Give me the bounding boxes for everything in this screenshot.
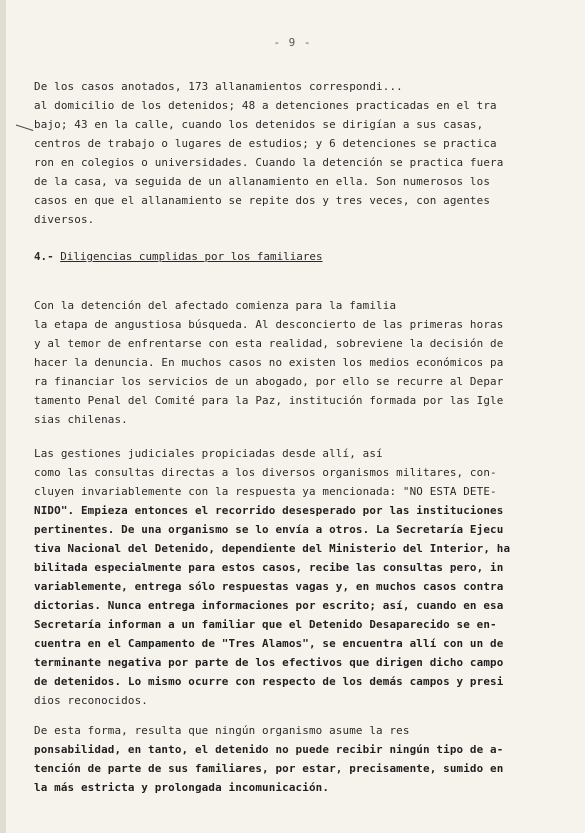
text-line: de la casa, va seguida de un allanamiento en ella. Son numerosos los xyxy=(34,175,491,188)
text-line: pertinentes. De una organismo se lo envía a otros. La Secretaría Ejecu xyxy=(34,523,504,536)
text-line: ponsabilidad, en tanto, el detenido no puede recibir ningún tipo de a- xyxy=(34,743,504,756)
text-line: variablemente, entrega sólo respuestas vagas y, en muchos casos contra xyxy=(34,580,504,593)
text-line: cluyen invariablemente con la respuesta ya mencionada: "NO ESTA DETE- xyxy=(34,485,497,498)
text-line: bajo; 43 en la calle, cuando los detenidos se dirigían a sus casas, xyxy=(34,118,484,131)
text-line: cuentra en el Campamento de "Tres Alamos", se encuentra allí con un de xyxy=(34,637,504,650)
text-line: Las gestiones judiciales propiciadas desde allí, así xyxy=(34,447,383,460)
page-number: - 9 - xyxy=(273,36,312,49)
section-title: Diligencias cumplidas por los familiares xyxy=(60,250,323,263)
text-line: De esta forma, resulta que ningún organismo asume la res xyxy=(34,724,410,737)
paragraph-allanamientos xyxy=(34,77,546,229)
margin-pen-mark xyxy=(13,124,34,140)
text-line: bilitada especialmente para estos casos, recibe las consultas pero, in xyxy=(34,561,504,574)
text-line: Con la detención del afectado comienza para la familia xyxy=(34,299,397,312)
text-line: la más estricta y prolongada incomunicación. xyxy=(34,781,330,794)
text-line: como las consultas directas a los diversos organismos militares, con- xyxy=(34,466,497,479)
text-line: ron en colegios o universidades. Cuando la detención se practica fuera xyxy=(34,156,504,169)
text-line: y al temor de enfrentarse con esta realidad, sobreviene la decisión de xyxy=(34,337,504,350)
text-line: la etapa de angustiosa búsqueda. Al desconcierto de las primeras horas xyxy=(34,318,504,331)
text-line: ra financiar los servicios de un abogado, por ello se recurre al Depar xyxy=(34,375,504,388)
text-line: sias chilenas. xyxy=(34,413,128,426)
text-line: NIDO". Empieza entonces el recorrido desesperado por las instituciones xyxy=(34,504,504,517)
text-line: hacer la denuncia. En muchos casos no existen los medios económicos pa xyxy=(34,356,504,369)
text-line: terminante negativa por parte de los efectivos que dirigen dicho campo xyxy=(34,656,504,669)
text-line: al domicilio de los detenidos; 48 a detenciones practicadas en el tra xyxy=(34,99,497,112)
text-line: dios reconocidos. xyxy=(34,694,149,707)
section-number: 4.- xyxy=(34,250,54,263)
paragraph-incomunicacion xyxy=(34,721,546,797)
text-line: dictorias. Nunca entrega informaciones por escrito; así, cuando en esa xyxy=(34,599,504,612)
text-line: casos en que el allanamiento se repite dos y tres veces, con agentes xyxy=(34,194,491,207)
text-line: Secretaría informan a un familiar que el Detenido Desaparecido se en- xyxy=(34,618,497,631)
text-line: tención de parte de sus familiares, por estar, precisamente, sumido en xyxy=(34,762,504,775)
text-line: tiva Nacional del Detenido, dependiente del Ministerio del Interior, ha xyxy=(34,542,511,555)
text-line: de detenidos. Lo mismo ocurre con respecto de los demás campos y presi xyxy=(34,675,504,688)
section-heading xyxy=(34,247,546,266)
text-line: tamento Penal del Comité para la Paz, institución formada por las Igle xyxy=(34,394,504,407)
text-line: De los casos anotados, 173 allanamientos correspondi... xyxy=(34,80,403,93)
text-line: centros de trabajo o lugares de estudios; y 6 detenciones se practica xyxy=(34,137,497,150)
paragraph-gestiones xyxy=(34,444,546,710)
text-line: diversos. xyxy=(34,213,95,226)
paragraph-busqueda xyxy=(34,296,546,429)
